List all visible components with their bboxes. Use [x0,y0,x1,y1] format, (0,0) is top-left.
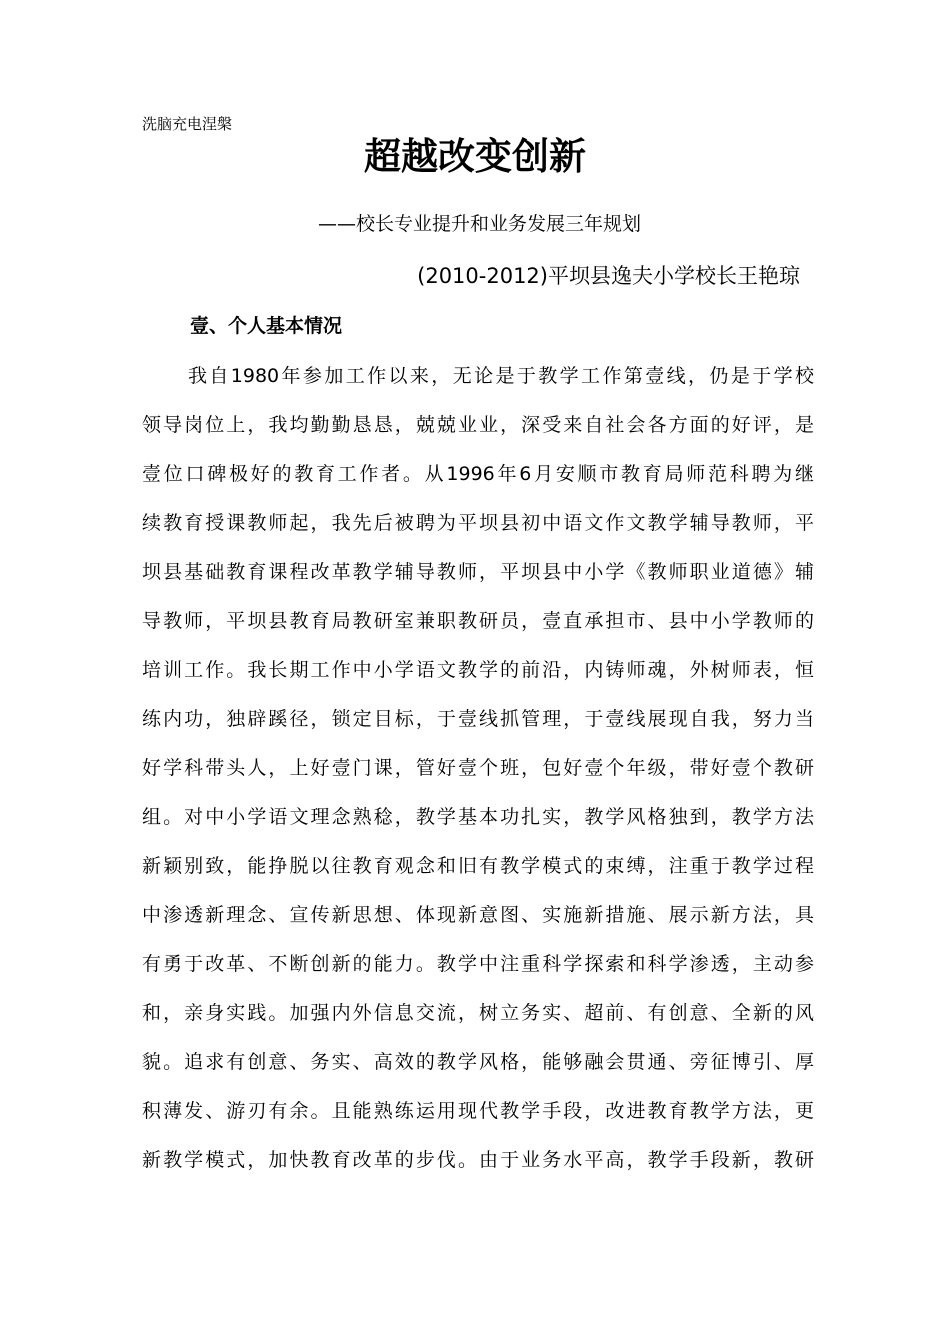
header-note: 洗脑充电涅槃 [142,115,233,133]
paragraph-line: 中渗透新理念、宣传新思想、体现新意图、实施新措施、展示新方法，具 [142,904,814,926]
paragraph-line: 貌。追求有创意、务实、高效的教学风格，能够融会贯通、旁征博引、厚 [142,1051,814,1073]
paragraph-line: 壹位口碑极好的教育工作者。从1996年6月安顺市教育局师范科聘为继 [142,463,814,485]
paragraph-line: 续教育授课教师起，我先后被聘为平坝县初中语文作文教学辅导教师，平 [142,512,814,534]
paragraph-line: 我自1980年参加工作以来，无论是于教学工作第壹线，仍是于学校 [188,365,814,387]
paragraph-line: 组。对中小学语文理念熟稔，教学基本功扎实，教学风格独到，教学方法 [142,806,814,828]
author-line: (2010-2012)平坝县逸夫小学校长王艳琼 [417,264,800,288]
paragraph-line: 坝县基础教育课程改革教学辅导教师，平坝县中小学《教师职业道德》辅 [142,561,814,583]
paragraph-line: 领导岗位上，我均勤勤恳恳，兢兢业业，深受来自社会各方面的好评，是 [142,414,814,436]
paragraph-line: 有勇于改革、不断创新的能力。教学中注重科学探索和科学渗透，主动参 [142,953,814,975]
paragraph-line: 导教师，平坝县教育局教研室兼职教研员，壹直承担市、县中小学教师的 [142,610,814,632]
body-paragraph [142,352,814,1185]
paragraph-line: 培训工作。我长期工作中小学语文教学的前沿，内铸师魂，外树师表，恒 [142,659,814,681]
page-subtitle: ——校长专业提升和业务发展三年规划 [318,213,642,235]
paragraph-line: 积薄发、游刃有余。且能熟练运用现代教学手段，改进教育教学方法，更 [142,1100,814,1122]
paragraph-line: 好学科带头人，上好壹门课，管好壹个班，包好壹个年级，带好壹个教研 [142,757,814,779]
paragraph-line: 新颖别致，能挣脱以往教育观念和旧有教学模式的束缚，注重于教学过程 [142,855,814,877]
paragraph-line: 练内功，独辟蹊径，锁定目标，于壹线抓管理，于壹线展现自我，努力当 [142,708,814,730]
paragraph-line: 新教学模式，加快教育改革的步伐。由于业务水平高，教学手段新，教研 [142,1149,814,1171]
paragraph-line: 和，亲身实践。加强内外信息交流，树立务实、超前、有创意、全新的风 [142,1002,814,1024]
page-title: 超越改变创新 [364,135,586,178]
section-heading: 壹、个人基本情况 [190,315,343,337]
